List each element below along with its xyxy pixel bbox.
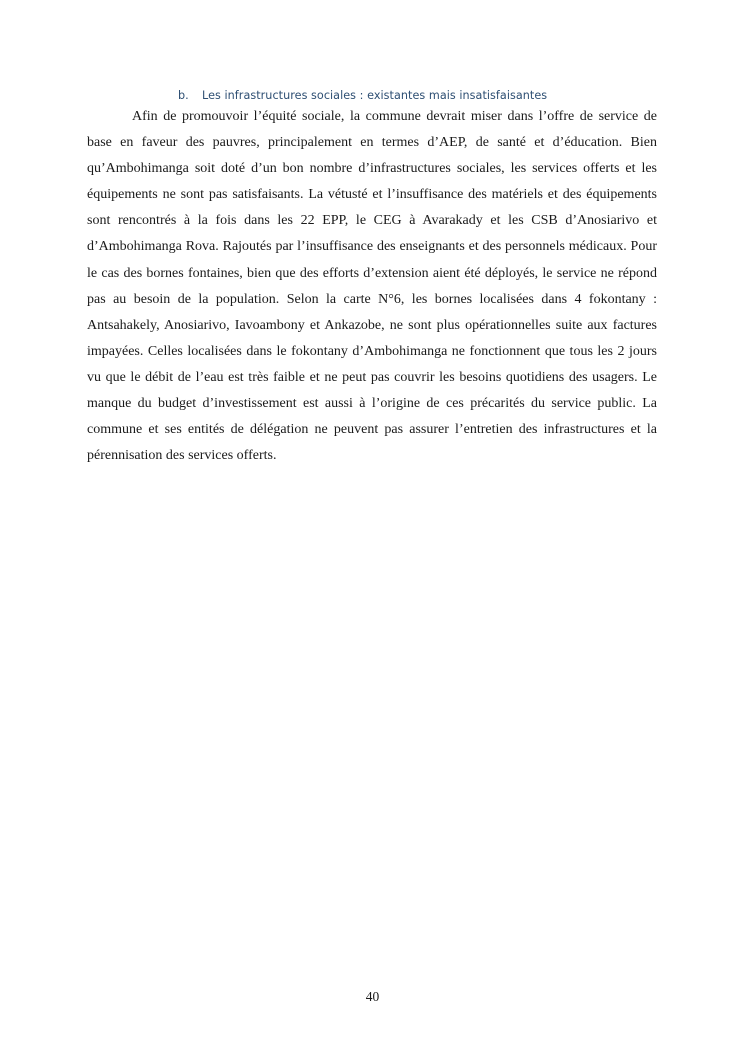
section-marker: b. bbox=[178, 89, 189, 102]
section-title: Les infrastructures sociales : existantes mais insatisfaisantes bbox=[202, 89, 548, 102]
body-paragraph: Afin de promouvoir l’équité sociale, la commune devrait miser dans l’offre de service de base en faveur des pauvres, principalement en termes d’AEP, de santé et d’éducation. Bien qu’Ambohimanga soit doté d’un bon nombre d’infrastructures sociales, les services offerts et les équipements ne sont pas satisfaisants. La vétusté et l’insuffisance des matériels et des équipements sont rencontrés à la fois dans les 22 EPP, le CEG à Avarakady et les CSB d’Anosiarivo et d’Ambohimanga Rova. Rajoutés par l’insuffisance des enseignants et des personnels médicaux. Pour le cas des bornes fontaines, bien que des efforts d’extension aient été déployés, le service ne répond pas au besoin de la population. Selon la carte N°6, les bornes localisées dans 4 fokontany : Antsahakely, Anosiarivo, Iavoambony et Ankazobe, ne sont plus opérationnelles suite aux factures impayées. Celles localisées dans le fokontany d’Ambohimanga ne fonctionnent que tous les 2 jours vu que le débit de l’eau est très faible et ne peut pas couvrir les besoins quotidiens des usagers. Le manque du budget d’investissement est aussi à l’origine de ces précarités du service public. La commune et ses entités de délégation ne peuvent pas assurer l’entretien des infrastructures et la pérennisation des services offerts. bbox=[87, 109, 657, 464]
page-number: 40 bbox=[365, 989, 380, 1004]
section-heading bbox=[178, 89, 547, 102]
